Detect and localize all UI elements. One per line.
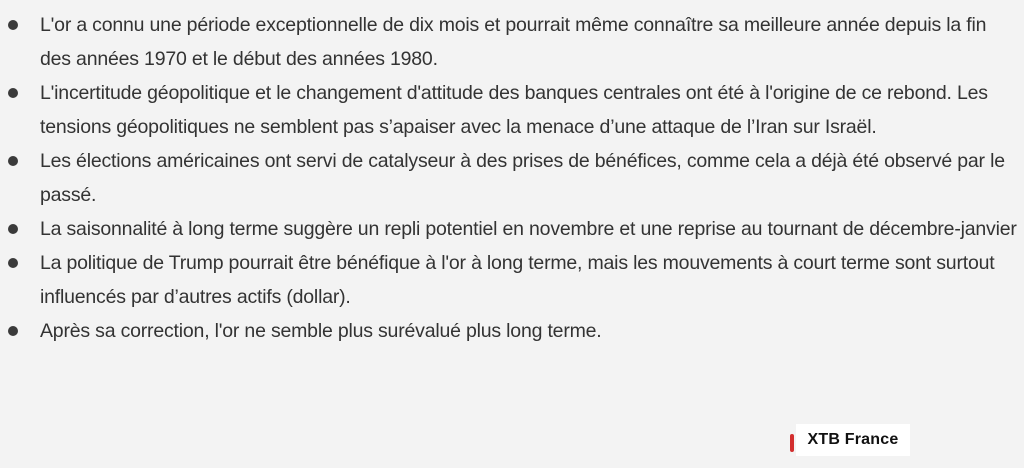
list-item-text: L'or a connu une période exceptionnelle de dix mois et pourrait même connaître sa meilleure année depuis la fin des années 1970 et le début des années 1980. [40, 14, 987, 70]
bullet-dot-icon [8, 258, 18, 268]
watermark-text: XTB France [807, 431, 899, 448]
bullet-dot-icon [8, 224, 18, 234]
list-item-text: La saisonnalité à long terme suggère un repli potentiel en novembre et une reprise au tournant de décembre-janvier [40, 218, 1017, 240]
list-item-text: Après sa correction, l'or ne semble plus surévalué plus long terme. [40, 320, 602, 342]
list-item [0, 144, 1024, 212]
bullet-dot-icon [8, 326, 18, 336]
list-item [0, 8, 1024, 76]
bullet-content [0, 8, 1024, 348]
list-item-text: La politique de Trump pourrait être bénéfique à l'or à long terme, mais les mouvements à court terme sont surtout influencés par d’autres actifs (dollar). [40, 252, 995, 308]
list-item [0, 76, 1024, 144]
list-item-text: Les élections américaines ont servi de catalyseur à des prises de bénéfices, comme cela a déjà été observé par le passé. [40, 150, 1005, 206]
list-item [0, 314, 1024, 348]
bullet-dot-icon [8, 20, 18, 30]
list-item [0, 246, 1024, 314]
red-mark-icon [790, 434, 794, 452]
list-item-text: L'incertitude géopolitique et le changement d'attitude des banques centrales ont été à l'origine de ce rebond. Les tensions géopolitiques ne semblent pas s’apaiser avec la menace d’une attaque de l’Iran sur Israël. [40, 82, 988, 138]
bullet-dot-icon [8, 88, 18, 98]
bullet-list [0, 8, 1024, 348]
bullet-dot-icon [8, 156, 18, 166]
xtb-watermark [796, 424, 910, 456]
list-item [0, 212, 1024, 246]
